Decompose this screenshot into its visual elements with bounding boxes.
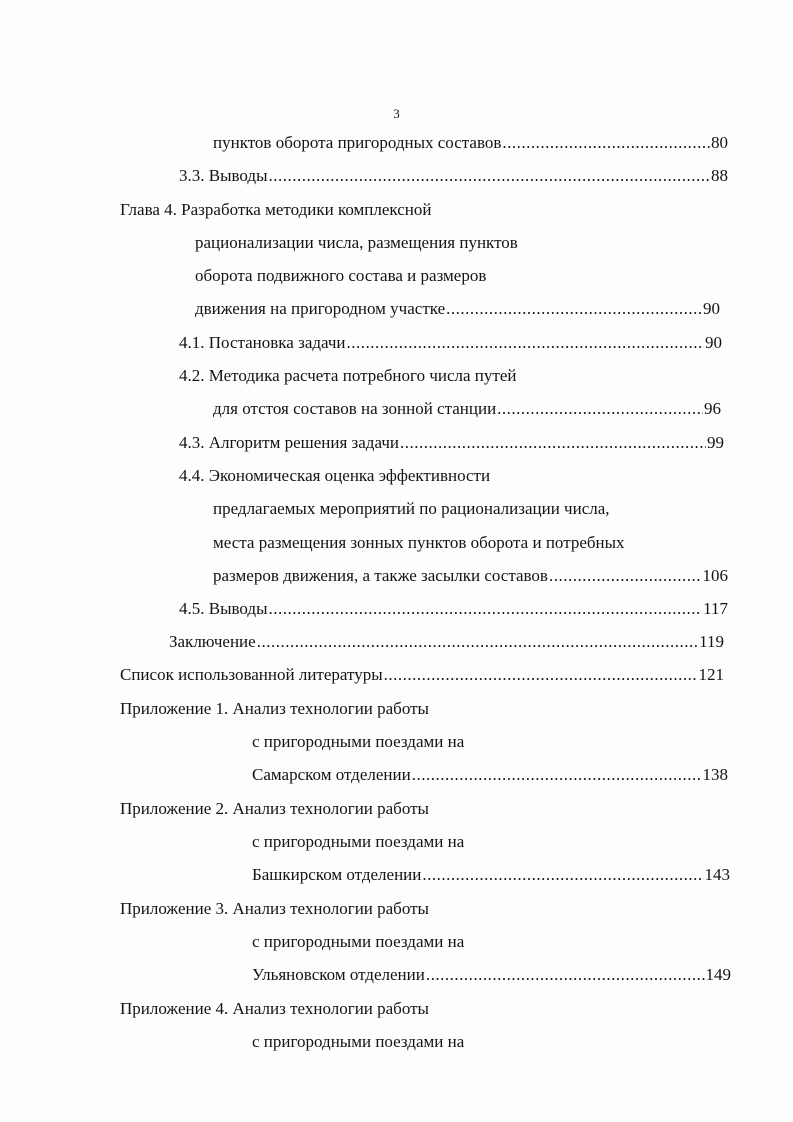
toc-entry: [179, 431, 724, 455]
toc-continuation-line: с пригородными поездами на: [252, 732, 465, 751]
toc-continuation-line: места размещения зонных пунктов оборота и потребных: [213, 533, 625, 552]
toc-entry-title: 4.3. Алгоритм решения задачи: [179, 433, 399, 452]
toc-entry-title: для отстоя составов на зонной станции: [213, 399, 497, 418]
toc-entry-page: 149: [705, 965, 731, 984]
toc-entry-title: движения на пригородном участке: [195, 299, 446, 318]
toc-entry-title: Самарском отделении: [252, 765, 411, 784]
toc-continuation-line: с пригородными поездами на: [252, 832, 465, 851]
toc-leader-dots: [422, 863, 703, 887]
toc-entry-title: пунктов оборота пригородных составов: [213, 133, 502, 152]
toc-entry: [120, 663, 724, 687]
toc-entry-title: Ульяновском отделении: [252, 965, 425, 984]
toc-entry: [195, 297, 720, 321]
toc-entry-page: 143: [704, 865, 730, 884]
toc-entry: [179, 331, 722, 355]
toc-entry-title: размеров движения, а также засылки составов: [213, 566, 548, 585]
toc-continuation-line: с пригородными поездами на: [252, 932, 465, 951]
toc-entry: [213, 131, 728, 155]
toc-entry: [169, 630, 724, 654]
toc-leader-dots: [412, 763, 702, 787]
toc-leader-dots: [257, 630, 698, 654]
toc-entry-page: 138: [702, 765, 728, 784]
toc-entry: [252, 763, 728, 787]
toc-entry-page: 88: [711, 166, 728, 185]
toc-leader-dots: [497, 397, 703, 421]
toc-entry-title: 4.5. Выводы: [179, 599, 268, 618]
toc-heading-line: Приложение 4. Анализ технологии работы: [120, 999, 429, 1018]
toc-leader-dots: [269, 164, 710, 188]
toc-entry-title: 4.1. Постановка задачи: [179, 333, 346, 352]
toc-heading-line: 4.2. Методика расчета потребного числа путей: [179, 366, 517, 385]
toc-leader-dots: [347, 331, 704, 355]
toc-entry-title: Заключение: [169, 632, 256, 651]
page-number: 3: [393, 106, 400, 121]
toc-entry-title: 3.3. Выводы: [179, 166, 268, 185]
toc-heading-line: Приложение 3. Анализ технологии работы: [120, 899, 429, 918]
toc-leader-dots: [549, 564, 702, 588]
toc-entry-page: 90: [703, 299, 720, 318]
toc-entry: [213, 564, 728, 588]
toc-entry-page: 119: [699, 632, 724, 651]
toc-heading-line: Глава 4. Разработка методики комплексной: [120, 200, 432, 219]
toc-entry-page: 117: [703, 599, 728, 618]
toc-continuation-line: рационализации числа, размещения пунктов: [195, 233, 518, 252]
toc-entry: [213, 397, 721, 421]
toc-leader-dots: [269, 597, 703, 621]
toc-leader-dots: [400, 431, 706, 455]
toc-entry: [179, 597, 728, 621]
toc-leader-dots: [446, 297, 702, 321]
toc-heading-line: Приложение 2. Анализ технологии работы: [120, 799, 429, 818]
toc-entry-title: Список использованной литературы: [120, 665, 383, 684]
toc-entry-page: 96: [704, 399, 721, 418]
toc-leader-dots: [384, 663, 698, 687]
toc-heading-line: 4.4. Экономическая оценка эффективности: [179, 466, 491, 485]
toc-leader-dots: [502, 131, 710, 155]
toc-entry-page: 99: [707, 433, 724, 452]
toc-entry: [252, 863, 730, 887]
toc-entry: [252, 963, 731, 987]
toc-continuation-line: предлагаемых мероприятий по рационализации числа,: [213, 499, 610, 518]
toc-entry-page: 80: [711, 133, 728, 152]
toc-heading-line: Приложение 1. Анализ технологии работы: [120, 699, 429, 718]
toc-continuation-line: оборота подвижного состава и размеров: [195, 266, 487, 285]
toc-entry-title: Башкирском отделении: [252, 865, 422, 884]
toc-entry-page: 90: [705, 333, 722, 352]
toc-entry-page: 106: [702, 566, 728, 585]
toc-entry: [179, 164, 728, 188]
toc-continuation-line: с пригородными поездами на: [252, 1032, 465, 1051]
toc-leader-dots: [426, 963, 705, 987]
toc-entry-page: 121: [698, 665, 724, 684]
